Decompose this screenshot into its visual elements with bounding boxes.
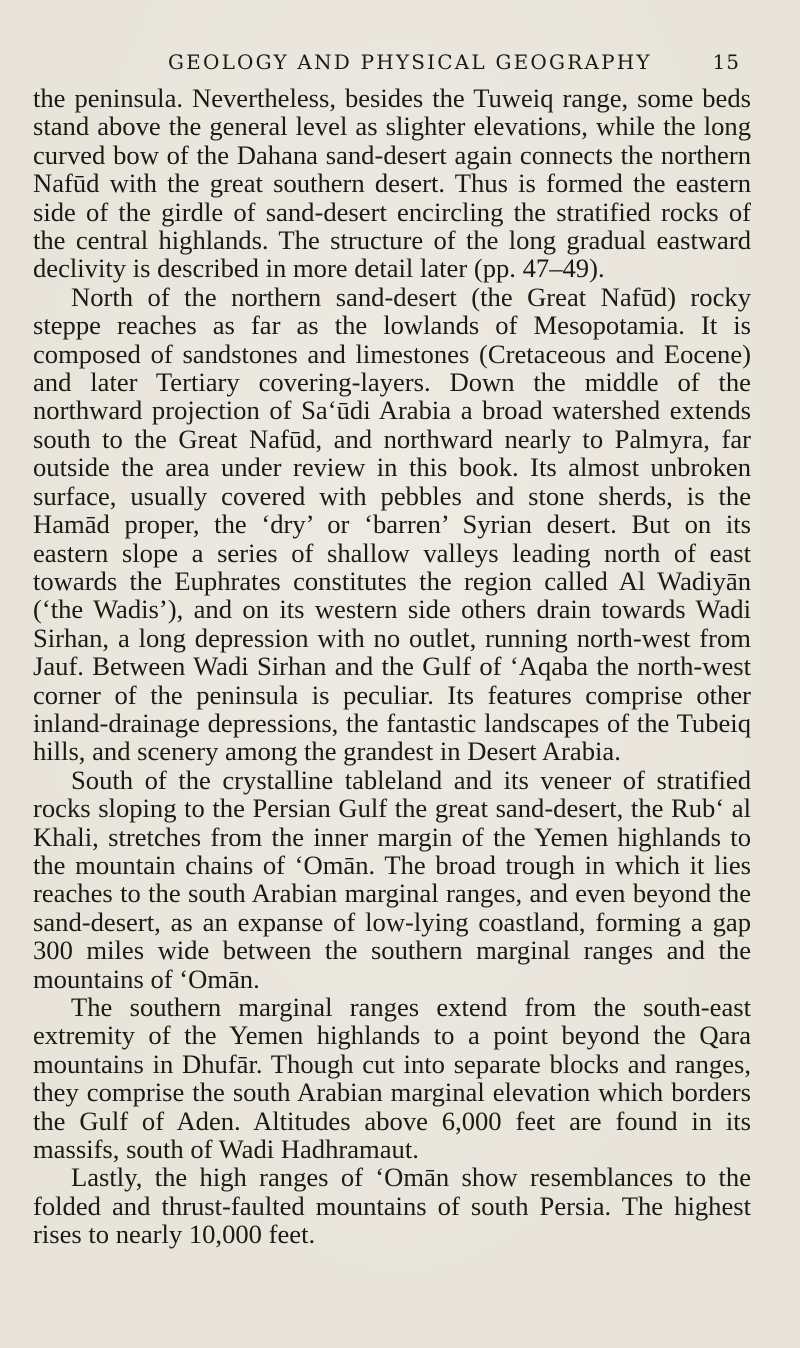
- running-head: [150, 50, 740, 80]
- paragraph: the peninsula. Nevertheless, besides the Tuweiq range, some beds stand above the general level as slighter elevations, while the long curved bow of the Dahana sand-desert again connects the northern Nafūd with the great southern desert. Thus is formed the eastern side of the girdle of sand-desert encircling the stratified rocks of the central highlands. The structure of the long gradual eastward declivity is described in more detail later (pp. 47–49).: [33, 83, 751, 284]
- paragraph: South of the crystalline tableland and its veneer of stratified rocks sloping to the Persian Gulf the great sand-desert, the Rub‘ al Khali, stretches from the inner margin of the Yemen highlands to the mountain chains of ‘Omān. The broad trough in which it lies reaches to the south Arabian marginal ranges, and even beyond the sand-desert, as an expanse of low-lying coastland, forming a gap 300 miles wide between the southern marginal ranges and the mountains of ‘Omān.: [33, 764, 751, 994]
- paragraph: Lastly, the high ranges of ‘Omān show resemblances to the folded and thrust-faulted mountains of south Persia. The highest rises to nearly 10,000 feet.: [33, 1162, 751, 1250]
- page-number: 15: [712, 50, 740, 74]
- body-text: [33, 84, 751, 1249]
- running-title: GEOLOGY AND PHYSICAL GEOGRAPHY: [168, 50, 652, 74]
- paragraph: The southern marginal ranges extend from the south-east extremity of the Yemen highlands to a point beyond the Qara mountains in Dhufār. Though cut into separate blocks and ranges, they comprise the south Arabian marginal elevation which borders the Gulf of Aden. Altitudes above 6,000 feet are found in its massifs, south of Wadi Hadhramaut.: [33, 992, 751, 1165]
- paragraph: North of the northern sand-desert (the Great Nafūd) rocky steppe reaches as far as the lowlands of Mesopotamia. It is composed of sandstones and limestones (Cretaceous and Eocene) and later Tertiary covering-layers. Down the middle of the northward projection of Sa‘ūdi Arabia a broad watershed extends south to the Great Nafūd, and northward nearly to Palmyra, far outside the area under review in this book. Its almost unbroken surface, usually covered with pebbles and stone sherds, is the Hamād proper, the ‘dry’ or ‘barren’ Syrian desert. But on its eastern slope a series of shallow valleys leading north of east towards the Euphrates constitutes the region called Al Wadiyān (‘the Wadis’), and on its western side others drain towards Wadi Sirhan, a long depression with no outlet, running north-west from Jauf. Between Wadi Sirhan and the Gulf of ‘Aqaba the north-west corner of the peninsula is peculiar. Its features comprise other inland-drainage depressions, the fantastic landscapes of the Tubeiq hills, and scenery among the grandest in Desert Arabia.: [33, 281, 751, 767]
